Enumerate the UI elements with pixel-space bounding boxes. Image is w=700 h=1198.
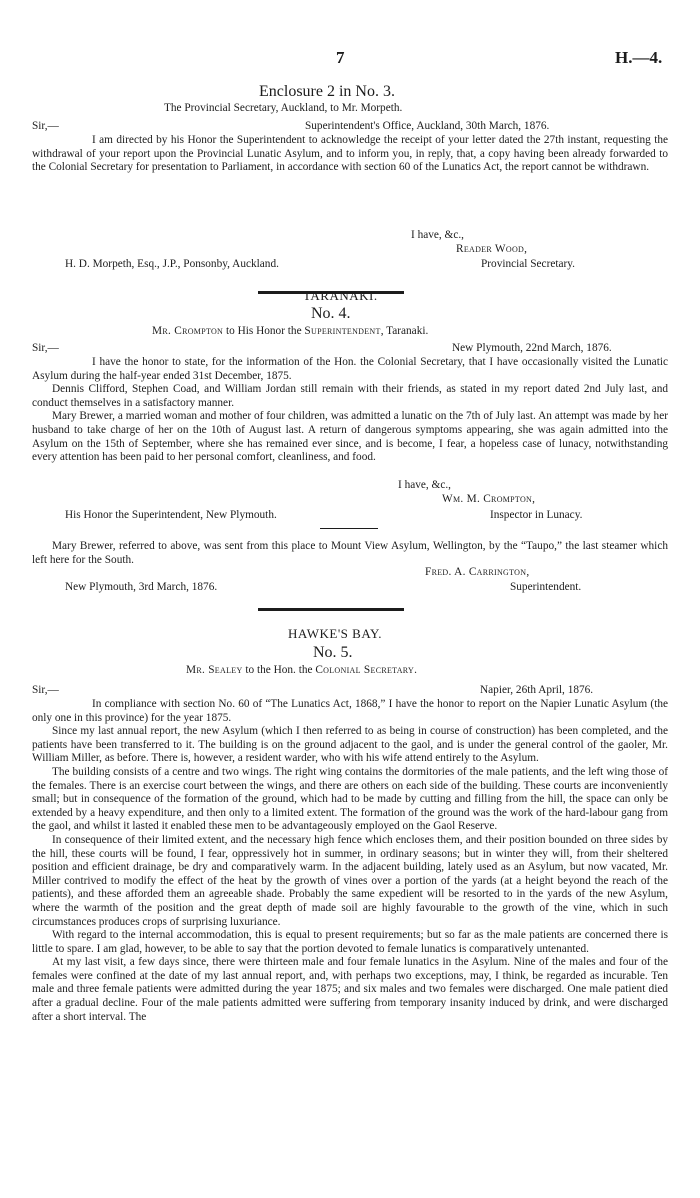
taranaki-body: [32, 356, 668, 465]
hawkes-bay-paragraph-5: With regard to the internal accommodation, this is equal to present requirements; but so far as the male patients are concerned there is little to spare. I am glad, however, to be able to say that the portion devoted to female lunatics is comparatively untenanted.: [32, 929, 668, 955]
enclosure-paragraph: I am directed by his Honor the Superintendent to acknowledge the receipt of your letter dated the 27th instant, requesting the withdrawal of your report upon the Provincial Lunatic Asylum, and to inform you, in reply, that, a copy having been already forwarded to the Colonial Secretary for presentation to Parliament, in accordance with section 60 of the Lunatics Act, the report cannot be withdrawn.: [32, 134, 668, 174]
enclosure-signature-title: Provincial Secretary.: [481, 258, 575, 270]
taranaki-note-paragraph: Mary Brewer, referred to above, was sent from this place to Mount View Asylum, Wellington, by the “Taupo,” the last steamer which left here for the South.: [32, 540, 668, 566]
hawkes-bay-paragraph-1: In compliance with section No. 60 of “The Lunatics Act, 1868,” I have the honor to report on the Napier Lunatic Asylum (the only one in this province) for the year 1875.: [32, 698, 668, 724]
taranaki-note-signature-name: Fred. A. Carrington,: [425, 566, 530, 578]
hawkes-bay-subheading: [186, 664, 417, 676]
hawkes-bay-paragraph-3: The building consists of a centre and two wings. The right wing contains the dormitories of the male patients, and the left wing those of the females. There is an exercise court between the wings, and there are others on each side of the building. These courts are inconveniently small; but in consequence of the formation of the ground, which had to be made by cutting and filling from the hill, the space can only be extended by a heavy expenditure, and then only to a limited extent. The formation of the ground was the work of the hard-labour gang from the gaol, and whilst it lasted it enabled these men to be advantageously employed on the Gaol Reserve.: [32, 765, 668, 833]
enclosure-signature-name: Reader Wood,: [456, 243, 528, 255]
enclosure-from: The Provincial Secretary: [164, 102, 276, 114]
taranaki-subheading: [152, 325, 428, 337]
page-number: 7: [336, 48, 345, 67]
taranaki-number: No. 4.: [311, 305, 351, 322]
hawkes-bay-to-rest: .: [414, 664, 417, 676]
section-divider: [258, 608, 404, 611]
taranaki-from: Mr. Crompton: [152, 325, 224, 337]
hawkes-bay-body: [32, 698, 668, 1024]
taranaki-note: [32, 540, 668, 567]
hawkes-bay-to: Colonial Secretary: [315, 664, 415, 676]
enclosure-addressee: H. D. Morpeth, Esq., J.P., Ponsonby, Auckland.: [65, 258, 279, 270]
taranaki-closing: I have, &c.,: [398, 479, 452, 491]
hawkes-bay-mid: to the Hon. the: [242, 664, 316, 676]
taranaki-place-date: New Plymouth, 22nd March, 1876.: [452, 342, 612, 354]
taranaki-heading: TARANAKI.: [303, 288, 378, 303]
enclosure-place-date: Superintendent's Office, Auckland, 30th March, 1876.: [305, 120, 550, 132]
taranaki-signature-title: Inspector in Lunacy.: [490, 509, 583, 521]
enclosure-closing: I have, &c.,: [411, 229, 465, 241]
hawkes-bay-salutation: Sir,—: [32, 684, 59, 696]
taranaki-mid: to His Honor the: [223, 325, 305, 337]
document-reference: H.—4.: [615, 48, 663, 67]
taranaki-paragraph-1: I have the honor to state, for the information of the Hon. the Colonial Secretary, that I have occasionally visited the Lunatic Asylum during the half-year ended 31st December, 1875.: [32, 356, 668, 382]
taranaki-note-signature-title: Superintendent.: [510, 581, 582, 593]
note-divider: [320, 528, 378, 529]
hawkes-bay-from: Mr. Sealey: [186, 664, 243, 676]
enclosure-salutation: Sir,—: [32, 120, 59, 132]
taranaki-to: Superintendent: [304, 325, 381, 337]
taranaki-paragraph-3: Mary Brewer, a married woman and mother of four children, was admitted a lunatic on the 7th of July last. An attempt was made by her husband to take charge of her on the 10th of August last. A return of dangerous symptoms appearing, she was again admitted into the Asylum on the 15th of September, where she has remained ever since, and is become, I fear, a hopeless case of lunacy, notwithstanding every attention has been paid to her personal comfort, cleanliness, and food.: [32, 410, 668, 464]
hawkes-bay-paragraph-2: Since my last annual report, the new Asylum (which I then referred to as being in course of construction) has been completed, and the patients have been transferred to it. The building is on the ground adjacent to the gaol, and is under the general control of the gaoler, Mr. William Miller, as before. There is, however, a resident warder, who with his wife attend entirely to the Asylum.: [32, 725, 668, 765]
hawkes-bay-place-date: Napier, 26th April, 1876.: [480, 684, 594, 696]
enclosure-body: [32, 134, 668, 175]
hawkes-bay-paragraph-6: At my last visit, a few days since, there were thirteen male and four female lunatics in the Asylum. Nine of the males and four of the females were confined at the date of my last annual report, and, with perhaps two exceptions, may, I think, be regarded as incurable. Ten male and three female patients were admitted during the year 1875; and six males and two females were discharged. One male patient died after a gradual decline. Four of the male patients admitted were suffering from temporary insanity induced by drink, and were discharged after a short interval. The: [32, 956, 668, 1023]
taranaki-signature-name: Wm. M. Crompton,: [442, 493, 536, 505]
taranaki-paragraph-2: Dennis Clifford, Stephen Coad, and William Jordan still remain with their friends, as stated in my report dated 2nd July last, and conduct themselves in a satisfactory manner.: [32, 383, 668, 409]
enclosure-to: , Auckland, to Mr. Morpeth.: [275, 102, 403, 114]
taranaki-addressee: His Honor the Superintendent, New Plymouth.: [65, 509, 277, 521]
hawkes-bay-paragraph-4: In consequence of their limited extent, and the necessary high fence which encloses them, and their position bounded on three sides by the hill, these courts will be found, I fear, oppressively hot in summer, in ordinary seasons; but in winter they will, from their sheltered position and efficient drainage, be dry and comparatively warm. In the adjacent building, lately used as an Asylum, but now vacated, Mr. Miller contrived to modify the effect of the heat by the growth of vines over a portion of the yards (at a height beyond the reach of the patients), and these afforded them an agreeable shade. Probably the same expedient will be resorted to in the yards of the new Asylum, where the warmth of the position and the great depth of made soil are highly favourable to the growth of the vine, which in such circumstances produces crops of surprising luxuriance.: [32, 833, 668, 928]
taranaki-salutation: Sir,—: [32, 342, 59, 354]
taranaki-note-place-date: New Plymouth, 3rd March, 1876.: [65, 581, 218, 593]
hawkes-bay-number: No. 5.: [313, 644, 353, 661]
enclosure-subheading: [164, 102, 402, 114]
enclosure-title: Enclosure 2 in No. 3.: [259, 83, 395, 100]
taranaki-to-rest: , Taranaki.: [380, 325, 429, 337]
hawkes-bay-heading: HAWKE'S BAY.: [288, 626, 382, 641]
